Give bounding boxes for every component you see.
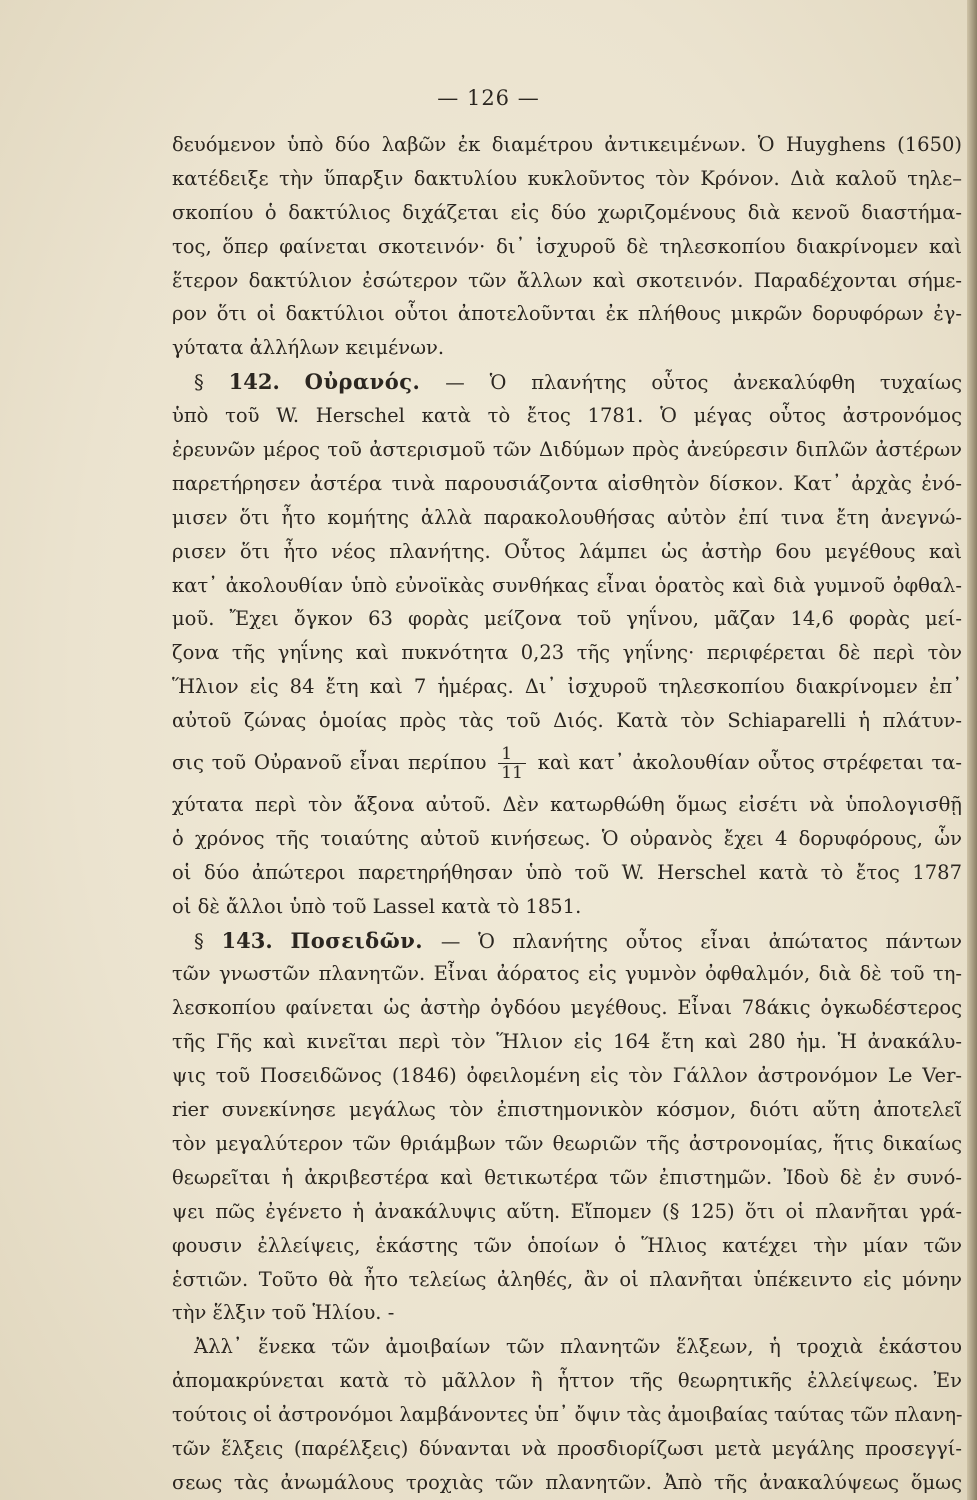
- text-line: ἕτερον δακτύλιον ἐσώτερον τῶν ἄλλων καὶ σκοτεινόν. Παραδέχονται σήμε-: [172, 268, 962, 292]
- text-line: ρισεν ὅτι ἦτο νέος πλανήτης. Οὗτος λάμπει ὡς ἀστὴρ 6ου μεγέθους καὶ: [172, 539, 962, 563]
- text-line: φουσιν ἐλλείψεις, ἑκάστης τῶν ὁποίων ὁ Ἥλιος κατέχει τὴν μίαν τῶν: [172, 1233, 962, 1257]
- fraction-denominator: 11: [501, 763, 523, 784]
- text-line: τῶν ἕλξεις (παρέλξεις) δύνανται νὰ προσδιορίζωσι μετὰ μεγάλης προσεγγί-: [172, 1436, 962, 1460]
- text-line: παρετήρησεν ἀστέρα τινὰ παρουσιάζοντα αἰσθητὸν δίσκον. Κατ᾽ ἀρχὰς ἐνό-: [172, 471, 962, 495]
- fraction-text-before: σις τοῦ Οὐρανοῦ εἶναι περίπου: [172, 751, 487, 775]
- text-line: ζονα τῆς γηΐνης καὶ πυκνότητα 0,23 τῆς γηΐνης· περιφέρεται δὲ περὶ τὸν: [172, 641, 962, 665]
- section-lead: — Ὁ πλανήτης οὗτος εἶναι ἀπώτατος πάντων: [440, 929, 963, 953]
- text-line: ρον ὅτι οἱ δακτύλιοι οὗτοι ἀποτελοῦνται ἐκ πλήθους μικρῶν δορυφόρων ἐγ-: [172, 302, 962, 326]
- section-number: 143.: [221, 927, 273, 953]
- section-heading-143: [172, 924, 962, 958]
- text-line: γύτατα ἀλλήλων κειμένων.: [172, 336, 445, 360]
- text-line: σκοπίου ὁ δακτύλιος διχάζεται εἰς δύο χωριζομένους διὰ κενοῦ διαστήμα-: [172, 200, 962, 224]
- text-line: τος, ὅπερ φαίνεται σκοτεινόν· δι᾽ ἰσχυροῦ δὲ τηλεσκοπίου διακρίνομεν καὶ: [172, 234, 962, 258]
- section-lead: — Ὁ πλανήτης οὗτος ἀνεκαλύφθη τυχαίως: [445, 371, 962, 395]
- text-line: δευόμενον ὑπὸ δύο λαβῶν ἐκ διαμέτρου ἀντικειμένων. Ὁ Huyghens (1650): [172, 133, 962, 156]
- text-line: κατ᾽ ἀκολουθίαν ὑπὸ εὐνοϊκὰς συνθήκας εἶναι ὁρατὸς καὶ διὰ γυμνοῦ ὀφθαλ-: [172, 573, 962, 597]
- text-line: ἐρευνῶν μέρος τοῦ ἀστερισμοῦ τῶν Διδύμων πρὸς ἀνεύρεσιν διπλῶν ἀστέρων: [172, 438, 962, 462]
- section-heading-142: [172, 365, 962, 399]
- text-line: χύτατα περὶ τὸν ἄξονα αὐτοῦ. Δὲν κατωρθώθη ὅμως εἰσέτι νὰ ὑπολογισθῇ: [172, 793, 962, 817]
- text-line: τὸν μεγαλύτερον τῶν θριάμβων τῶν θεωριῶν τῆς ἀστρονομίας, ἥτις δικαίως: [172, 1131, 962, 1155]
- text-line: τῶν γνωστῶν πλανητῶν. Εἶναι ἀόρατος εἰς γυμνὸν ὀφθαλμόν, διὰ δὲ τοῦ τη-: [172, 962, 962, 986]
- page-edge-shadow: [967, 0, 977, 1500]
- page-body: [172, 128, 962, 1500]
- text-line: αὐτοῦ ζώνας ὁμοίας πρὸς τὰς τοῦ Διός. Κατὰ τὸν Schiaparelli ἡ πλάτυν-: [172, 709, 962, 733]
- text-line: ψις τοῦ Ποσειδῶνος (1846) ὀφειλομένη εἰς τὸν Γάλλον ἀστρονόμον Le Ver-: [172, 1064, 962, 1088]
- text-line: λεσκοπίου φαίνεται ὡς ἀστὴρ ὀγδόου μεγέθους. Εἶναι 78άκις ὀγκωδέστερος: [172, 996, 962, 1020]
- text-line: ψει πῶς ἐγένετο ἡ ἀνακάλυψις αὕτη. Εἴπομεν (§ 125) ὅτι οἱ πλανῆται γρά-: [172, 1199, 962, 1223]
- text-line: τῆς Γῆς καὶ κινεῖται περὶ τὸν Ἥλιον εἰς 164 ἔτη καὶ 280 ἡμ. Ἡ ἀνακάλυ-: [172, 1030, 962, 1054]
- text-line: οἱ δὲ ἄλλοι ὑπὸ τοῦ Lassel κατὰ τὸ 1851.: [172, 894, 582, 918]
- text-line: Ἥλιον εἰς 84 ἔτη καὶ 7 ἡμέρας. Δι᾽ ἰσχυροῦ τηλεσκοπίου διακρίνομεν ἐπ᾽: [172, 675, 962, 699]
- text-line: τὴν ἕλξιν τοῦ Ἡλίου. -: [172, 1301, 395, 1325]
- text-line: μοῦ. Ἔχει ὄγκον 63 φορὰς μείζονα τοῦ γηΐνου, μᾶζαν 14,6 φορὰς μεί-: [172, 607, 962, 631]
- text-line: οἱ δύο ἀπώτεροι παρετηρήθησαν ὑπὸ τοῦ W. Herschel κατὰ τὸ ἔτος 1787: [172, 860, 962, 884]
- fraction-numerator: 1: [498, 745, 526, 764]
- fraction-line: [172, 738, 962, 788]
- text-line: κατέδειξε τὴν ὕπαρξιν δακτυλίου κυκλοῦντος τὸν Κρόνον. Διὰ καλοῦ τηλε–: [172, 166, 962, 190]
- section-mark: §: [194, 371, 204, 395]
- page-number: — 126 —: [437, 86, 540, 110]
- text-line: Ἀλλ᾽ ἕνεκα τῶν ἀμοιβαίων τῶν πλανητῶν ἕλξεων, ἡ τροχιὰ ἑκάστου: [194, 1335, 962, 1359]
- section-title: Ποσειδῶν.: [290, 927, 424, 953]
- text-line: τούτοις οἱ ἀστρονόμοι λαμβάνοντες ὑπ᾽ ὄψιν τὰς ἀμοιβαίας ταύτας τῶν πλανη-: [172, 1403, 963, 1427]
- text-line: θεωρεῖται ἡ ἀκριβεστέρα καὶ θετικωτέρα τῶν ἐπιστημῶν. Ἰδοὺ δὲ ἐν συνό-: [172, 1165, 962, 1189]
- text-line: rier συνεκίνησε μεγάλως τὸν ἐπιστημονικὸν κόσμον, διότι αὕτη ἀποτελεῖ: [172, 1098, 962, 1122]
- text-line: μισεν ὅτι ἦτο κομήτης ἀλλὰ παρακολουθήσας αὐτὸν ἐπί τινα ἔτη ἀνεγνώ-: [172, 505, 962, 529]
- text-line: ἑστιῶν. Τοῦτο θὰ ἦτο τελείως ἀληθές, ἂν οἱ πλανῆται ὑπέκειντο εἰς μόνην: [172, 1267, 962, 1291]
- section-title: Οὐρανός.: [304, 369, 421, 395]
- section-mark: §: [194, 929, 204, 953]
- fraction-text-after: καὶ κατ᾽ ἀκολουθίαν οὗτος στρέφεται τα-: [537, 751, 962, 775]
- section-number: 142.: [228, 369, 280, 395]
- text-line: σεως τὰς ἀνωμάλους τροχιὰς τῶν πλανητῶν. Ἀπὸ τῆς ἀνακαλύψεως ὅμως: [172, 1470, 962, 1494]
- text-line: ὁ χρόνος τῆς τοιαύτης αὐτοῦ κινήσεως. Ὁ οὐρανὸς ἔχει 4 δορυφόρους, ὧν: [172, 826, 962, 850]
- fraction: [498, 745, 526, 782]
- text-line: ὑπὸ τοῦ W. Herschel κατὰ τὸ ἔτος 1781. Ὁ μέγας οὗτος ἀστρονόμος: [172, 404, 962, 428]
- text-line: ἀπομακρύνεται κατὰ τὸ μᾶλλον ἢ ἧττον τῆς θεωρητικῆς ἐλλείψεως. Ἐν: [172, 1369, 962, 1393]
